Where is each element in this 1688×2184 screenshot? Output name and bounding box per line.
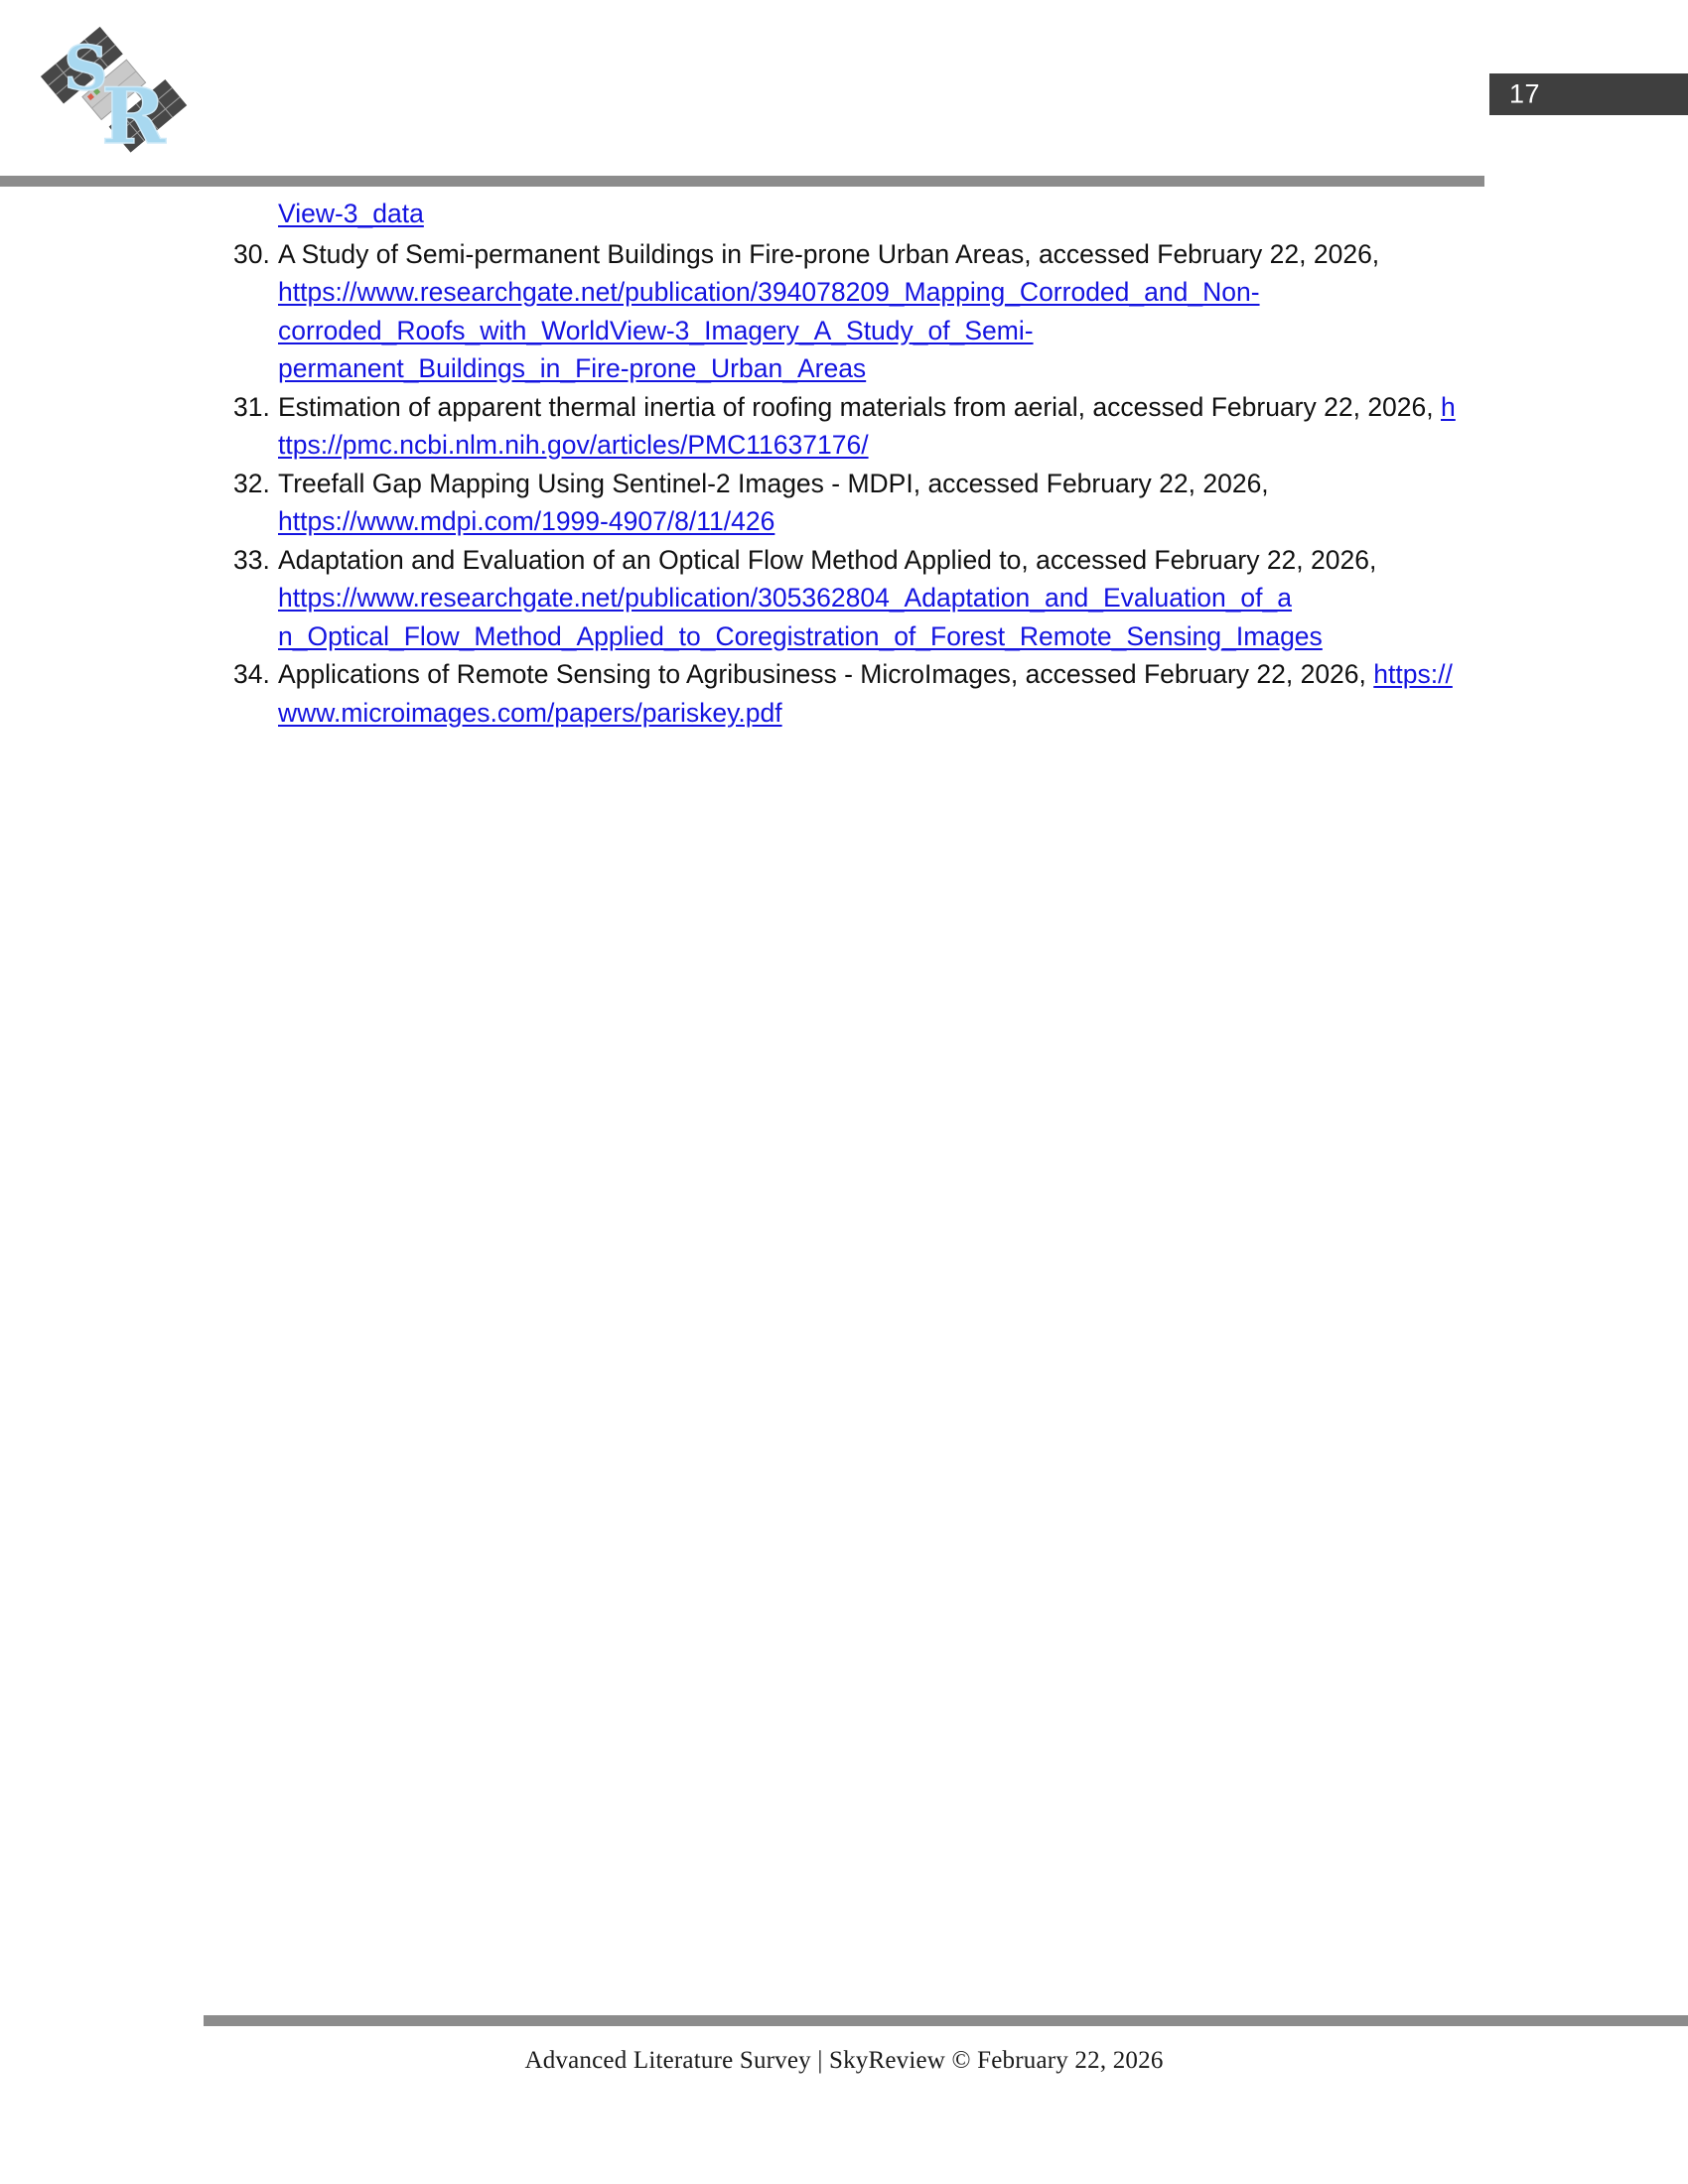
page-header — [0, 0, 1688, 189]
reference-item-30 — [233, 235, 1458, 388]
reference-item-33 — [233, 541, 1458, 656]
page-footer — [0, 1985, 1688, 2184]
reference-number: 33. — [233, 544, 270, 575]
skyreview-satellite-logo — [34, 18, 193, 157]
reference-url-link-line-2[interactable]: n_Optical_Flow_Method_Applied_to_Coregistration_of_Forest_Remote_Sensing_Images — [278, 620, 1323, 651]
reference-title: Treefall Gap Mapping Using Sentinel-2 Images - MDPI, accessed February 22, 2026, — [278, 468, 1269, 498]
reference-title: Applications of Remote Sensing to Agribusiness - MicroImages, accessed February 22, 2026, — [278, 659, 1366, 689]
footer-text: Advanced Literature Survey | SkyReview © February 22, 2026 — [524, 2047, 1164, 2074]
reference-number: 34. — [233, 659, 270, 689]
reference-item-32 — [233, 465, 1458, 541]
reference-number: 32. — [233, 468, 270, 498]
svg-text:R: R — [101, 71, 166, 157]
reference-body — [278, 388, 1458, 465]
reference-list-section — [0, 195, 1688, 732]
reference-url-cont — [278, 312, 1458, 350]
reference-number: 30. — [233, 238, 270, 269]
reference-body — [278, 235, 1458, 388]
footer-divider-rule — [204, 2015, 1688, 2026]
header-divider-rule — [0, 176, 1484, 187]
reference-body — [278, 541, 1458, 656]
reference-url-link[interactable]: https://pmc.ncbi.nlm.nih.gov/articles/PMC11637176/ — [278, 391, 1456, 460]
continued-url-link[interactable]: View-3_data — [278, 199, 424, 228]
reference-url — [278, 579, 1458, 617]
reference-item-31 — [233, 388, 1458, 465]
reference-body — [278, 655, 1458, 732]
reference-url-link-line-3[interactable]: permanent_Buildings_in_Fire-prone_Urban_Areas — [278, 353, 867, 383]
reference-url — [278, 502, 1458, 541]
reference-url-link-line-2[interactable]: corroded_Roofs_with_WorldView-3_Imagery_A_Study_of_Semi- — [278, 315, 1034, 345]
reference-item-34 — [233, 655, 1458, 732]
reference-title: Estimation of apparent thermal inertia of roofing materials from aerial, accessed February 22, 2026, — [278, 391, 1434, 422]
reference-url-link[interactable]: https://www.mdpi.com/1999-4907/8/11/426 — [278, 506, 775, 536]
reference-title: A Study of Semi-permanent Buildings in Fire-prone Urban Areas, accessed February 22, 2026, — [278, 238, 1380, 269]
reference-url-cont-2 — [278, 349, 1458, 388]
reference-body — [278, 465, 1458, 541]
page-number: 17 — [1509, 78, 1541, 109]
reference-url-cont — [278, 617, 1458, 656]
reference-url-link-line-1[interactable]: https://www.researchgate.net/publication/305362804_Adaptation_and_Evaluation_of_a — [278, 583, 1293, 613]
reference-url — [278, 273, 1458, 312]
reference-title: Adaptation and Evaluation of an Optical Flow Method Applied to, accessed February 22, 2026, — [278, 544, 1377, 575]
reference-number: 31. — [233, 391, 270, 422]
continued-url-line — [278, 195, 1445, 233]
reference-list — [0, 235, 1688, 733]
reference-url-link[interactable]: https://www.microimages.com/papers/pariskey.pdf — [278, 659, 1453, 728]
page-number-badge — [1489, 73, 1688, 115]
reference-url-link-line-1[interactable]: https://www.researchgate.net/publication/394078209_Mapping_Corroded_and_Non- — [278, 277, 1260, 307]
svg-text:S: S — [64, 32, 108, 104]
